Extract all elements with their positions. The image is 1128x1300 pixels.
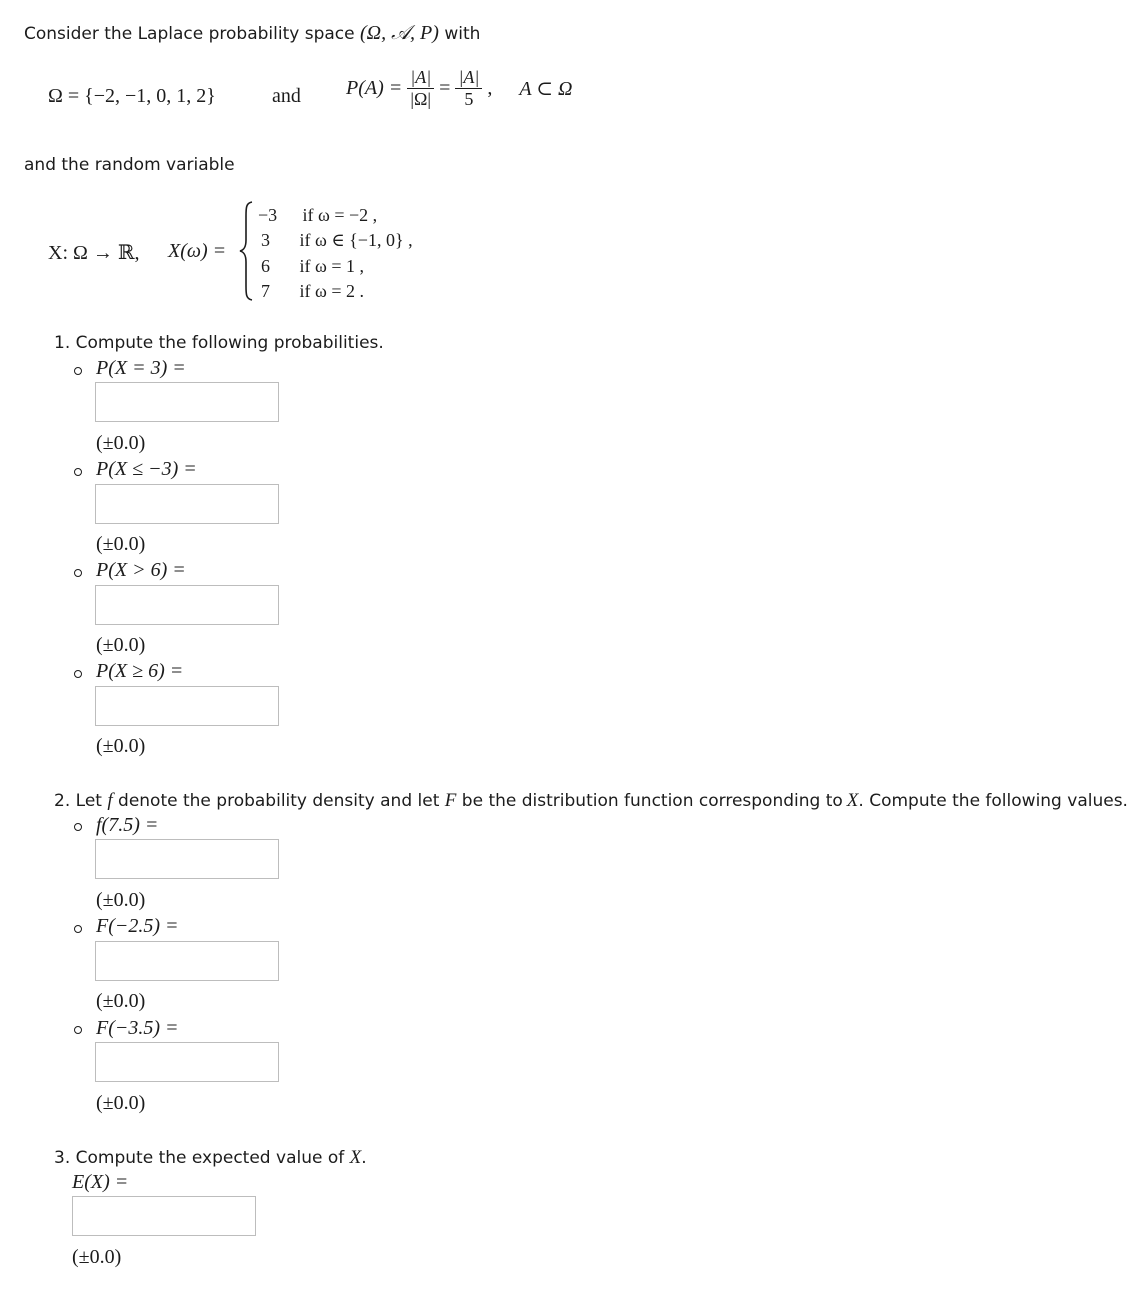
answer-input-expected-value[interactable] [72,1196,256,1236]
case-value: 3 [261,230,270,250]
answer-input-F-neg-3-5[interactable] [95,1042,279,1082]
item-label: P(X ≥ 6) = [96,660,184,682]
fraction2-denominator: 5 [464,88,474,109]
case-condition: if ω ∈ {−1, 0} , [299,230,413,250]
question-text-a: Let [75,791,102,811]
question-period: . [361,1148,367,1168]
question-number: 3. [54,1148,71,1168]
case-value: 6 [261,256,270,276]
comma: , [487,76,493,99]
item-label: F(−2.5) = [96,915,179,937]
question-2-heading [54,790,1128,812]
fraction1-denominator: |Ω| [410,88,431,109]
case-row [258,205,377,226]
item-label: f(7.5) = [96,814,159,836]
question-text-b: denote the probability density and let [118,791,440,811]
symbol-X: X [846,790,859,811]
bullet-icon [74,569,82,577]
question-3-heading [54,1147,367,1169]
prob-definition [346,68,572,109]
tolerance-label: (±0.0) [96,990,146,1012]
intro-with: with [444,24,481,44]
fraction-a-over-omega [407,68,434,109]
question-1-heading [54,333,384,353]
and-word: and [272,85,301,107]
item-label: F(−3.5) = [96,1017,179,1039]
question-text-d: . Compute the following values. [858,791,1128,811]
question-number: 2. [54,791,71,811]
bullet-icon [74,670,82,678]
answer-input-p-x-le-neg3[interactable] [95,484,279,524]
symbol-f: f [107,790,113,811]
symbol-X: X [349,1147,362,1168]
case-condition: if ω = 2 . [299,281,364,301]
subset-relation: A ⊂ Ω [519,77,573,100]
fraction2-numerator: |A| [455,68,482,89]
question-text-c: be the distribution function corresponding to [461,791,843,811]
fraction-a-over-five [455,68,482,109]
bullet-icon [74,823,82,831]
item-label: E(X) = [72,1171,129,1193]
intro-text: Consider the Laplace probability space [24,24,355,44]
intro-space-tuple: (Ω, 𝒜, P) [360,22,439,44]
item-label: P(X > 6) = [96,559,186,581]
intro-line [24,22,480,45]
item-label: P(X ≤ −3) = [96,458,197,480]
case-value: −3 [258,205,278,225]
tolerance-label: (±0.0) [96,735,146,757]
prob-lhs: P(A) = [346,76,403,99]
tolerance-label: (±0.0) [96,889,146,911]
bullet-icon [74,468,82,476]
rv-lhs: X(ω) = [168,240,227,262]
answer-input-p-x-ge-6[interactable] [95,686,279,726]
answer-input-p-x-eq-3[interactable] [95,382,279,422]
tolerance-label: (±0.0) [96,634,146,656]
item-label: P(X = 3) = [96,357,186,379]
omega-definition: Ω = {−2, −1, 0, 1, 2} [48,85,216,107]
symbol-F: F [444,790,457,811]
question-text: Compute the following probabilities. [75,333,384,353]
case-row [258,256,364,277]
fraction1-numerator: |A| [407,68,434,89]
bullet-icon [74,1026,82,1034]
answer-input-f-7-5[interactable] [95,839,279,879]
question-number: 1. [54,333,71,353]
bullet-icon [74,925,82,933]
rv-signature: X: Ω → ℝ, [48,242,140,264]
tolerance-label: (±0.0) [96,533,146,555]
tolerance-label: (±0.0) [72,1246,122,1268]
case-row [258,230,413,251]
equals-sign: = [439,76,451,99]
case-value: 7 [261,281,270,301]
case-row [258,281,364,302]
answer-input-F-neg-2-5[interactable] [95,941,279,981]
case-condition: if ω = 1 , [299,256,364,276]
question-text: Compute the expected value of [75,1148,345,1168]
tolerance-label: (±0.0) [96,1092,146,1114]
random-variable-intro: and the random variable [24,155,235,175]
left-brace-icon [238,200,258,302]
bullet-icon [74,367,82,375]
case-condition: if ω = −2 , [302,205,378,225]
tolerance-label: (±0.0) [96,432,146,454]
answer-input-p-x-gt-6[interactable] [95,585,279,625]
